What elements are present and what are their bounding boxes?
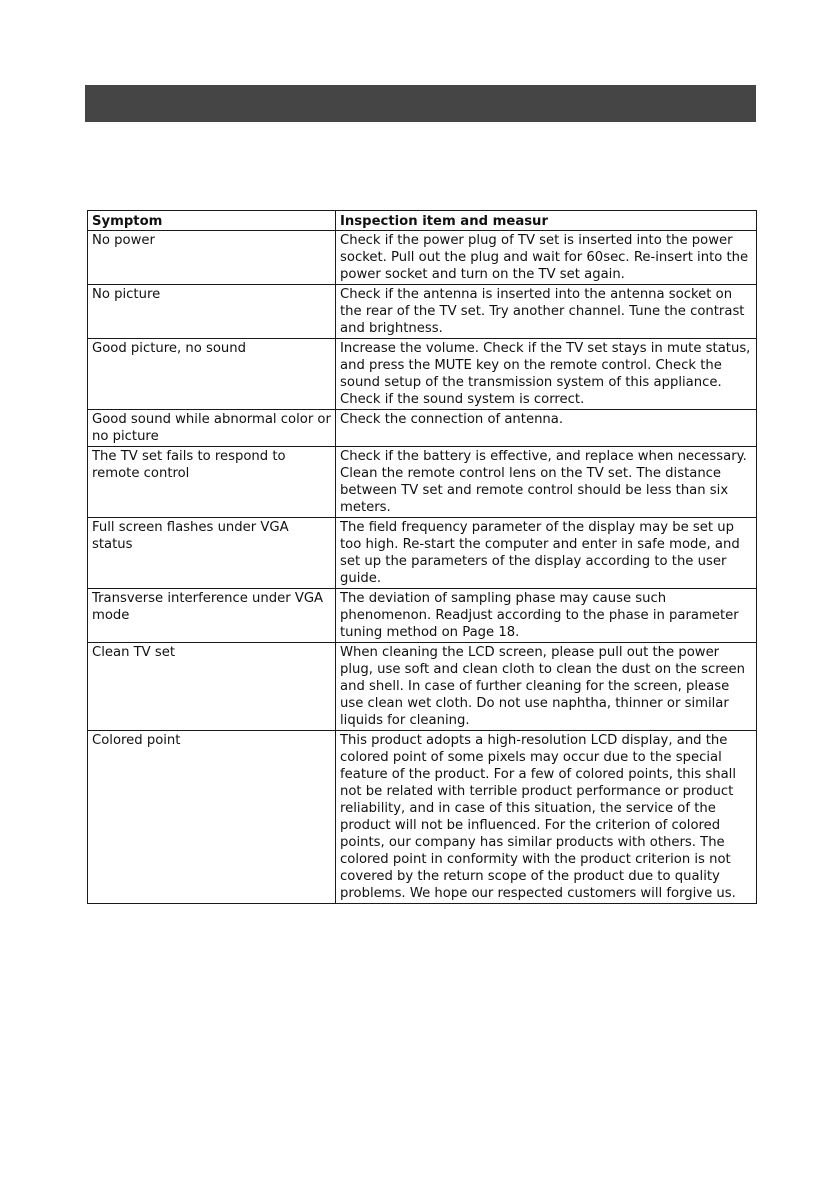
table-row <box>88 518 757 589</box>
measure-cell: The field frequency parameter of the display may be set up too high. Re-start the computer and enter in safe mode, and set up the parameters of the display according to the user guide. <box>336 518 757 589</box>
measure-cell: Increase the volume. Check if the TV set stays in mute status, and press the MUTE key on the remote control. Check the sound setup of the transmission system of this appliance. Check if the sound system is correct. <box>336 339 757 410</box>
measure-cell: Check if the battery is effective, and replace when necessary. Clean the remote control lens on the TV set. The distance between TV set and remote control should be less than six meters. <box>336 447 757 518</box>
symptom-cell: Transverse interference under VGA mode <box>88 589 336 643</box>
measure-cell: When cleaning the LCD screen, please pull out the power plug, use soft and clean cloth to clean the dust on the screen and shell. In case of further cleaning for the screen, please use clean wet cloth. Do not use naphtha, thinner or similar liquids for cleaning. <box>336 643 757 731</box>
symptom-cell: Good picture, no sound <box>88 339 336 410</box>
table-row <box>88 731 757 904</box>
column-header-inspection: Inspection item and measur <box>336 211 757 231</box>
table-row <box>88 339 757 410</box>
troubleshooting-table <box>87 210 757 904</box>
table-row <box>88 643 757 731</box>
symptom-cell: Good sound while abnormal color or no picture <box>88 410 336 447</box>
symptom-cell: No picture <box>88 285 336 339</box>
measure-cell: Check the connection of antenna. <box>336 410 757 447</box>
table-row <box>88 589 757 643</box>
symptom-cell: Colored point <box>88 731 336 904</box>
table-row <box>88 447 757 518</box>
table-row <box>88 285 757 339</box>
symptom-cell: Clean TV set <box>88 643 336 731</box>
measure-cell: Check if the power plug of TV set is inserted into the power socket. Pull out the plug and wait for 60sec. Re-insert into the power socket and turn on the TV set again. <box>336 231 757 285</box>
symptom-cell: No power <box>88 231 336 285</box>
column-header-symptom: Symptom <box>88 211 336 231</box>
table-row <box>88 231 757 285</box>
measure-cell: This product adopts a high-resolution LCD display, and the colored point of some pixels may occur due to the special feature of the product. For a few of colored points, this shall not be related with terrible product performance or product reliability, and in case of this situation, the service of the product will not be influenced. For the criterion of colored points, our company has similar products with others. The colored point in conformity with the product criterion is not covered by the return scope of the product due to quality problems. We hope our respected customers will forgive us. <box>336 731 757 904</box>
table-row <box>88 410 757 447</box>
measure-cell: Check if the antenna is inserted into the antenna socket on the rear of the TV set. Try another channel. Tune the contrast and brightness. <box>336 285 757 339</box>
measure-cell: The deviation of sampling phase may cause such phenomenon. Readjust according to the phase in parameter tuning method on Page 18. <box>336 589 757 643</box>
symptom-cell: Full screen flashes under VGA status <box>88 518 336 589</box>
symptom-cell: The TV set fails to respond to remote control <box>88 447 336 518</box>
table-header-row <box>88 211 757 231</box>
section-header-bar <box>85 85 756 122</box>
